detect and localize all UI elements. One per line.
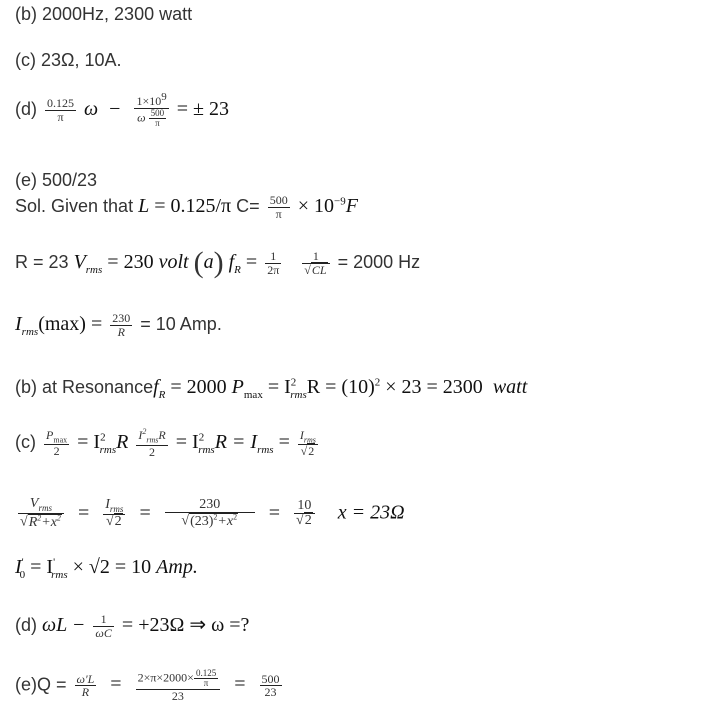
resistance-line: R = 23 $V_{rms} = 230$ volt (a) $f_R$ = $\frac{1}{2\pi}$ $\frac{1}{√CL}$ = 2000 Hz	[15, 246, 421, 279]
part-c-line	[15, 428, 321, 458]
part-a-label: a	[203, 250, 214, 273]
resonance-power-line	[15, 376, 527, 401]
peak-current-line	[15, 556, 198, 581]
q-result-frac: $\frac{500}{23}$	[261, 671, 280, 700]
10-over-root2: $\frac{10}{√2}$	[294, 499, 315, 529]
option-d-rhs: = ± 23	[176, 97, 230, 120]
inductance-value: L = 0.125/π	[138, 194, 232, 217]
half-pi-frac: $\frac{1}{2\pi}$	[267, 248, 280, 277]
option-d-frac1-den: π	[57, 109, 64, 124]
reactance-result: x = 23Ω	[337, 501, 405, 524]
irms-result: = 10 Amp.	[140, 313, 222, 334]
irms-chain: = $I^2_{rms}R = I_{rms}$ =	[175, 430, 290, 456]
solution-given	[15, 194, 358, 220]
part-d-result: = +23Ω ⇒ ω =?	[121, 614, 250, 636]
option-d-frac1	[45, 97, 76, 123]
quality-factor-line: (e)Q = $\frac{\omega'L}{R}$ = 2×π×2000× $\frac{0.125}{\pi}$ 23 = $\frac{500}{23}$	[15, 668, 280, 703]
resistance-value: R = 23	[15, 251, 69, 272]
option-d-frac2-den: ω $\frac{500}{\pi}$	[137, 107, 165, 129]
option-e: (e) 500/23	[15, 170, 98, 190]
resonance-label: (b) at Resonance	[15, 377, 154, 397]
vrms-expression: $V_{rms} = 230$ volt	[73, 250, 189, 276]
vrms-over-z: $\frac{V_{rms}}{√R^2+x^2}$	[18, 497, 64, 531]
230-over-z: $\frac{230}{√(23)^2+x^2}$	[165, 498, 255, 530]
capacitance-exp: × $10^{-9}F$	[297, 194, 358, 217]
capacitance-frac: $\frac{500}{\pi}$	[269, 193, 288, 221]
part-c-label: (c)	[15, 431, 36, 452]
option-d-frac2-num: $1\times 10^9$	[136, 91, 167, 108]
pmax-half-frac: $\frac{P_{max}}{2}$	[46, 427, 68, 459]
option-d: (d) $\frac{0.125}{\pi}$ ω − $1\times 10^9$ ω $\frac{500}{\pi}$ = ± 23	[15, 91, 230, 129]
option-d-frac1-num: 0.125	[47, 96, 75, 111]
omega-l: ωL −	[42, 614, 86, 636]
impedance-line: $\frac{V_{rms}}{√R^2+x^2}$ = $\frac{I_{rms}}{√2}$ = $\frac{230}{√(23)^2+x^2}$ = $\frac{10}{√2}$ x = 23Ω	[20, 496, 405, 530]
irms-sq-r-half: $\frac{I^2_{rms}R}{2}$	[138, 427, 166, 459]
irms-frac: $\frac{230}{R}$	[112, 311, 131, 339]
irms-line	[15, 312, 222, 338]
omega-symbol: ω	[84, 97, 99, 120]
capacitance-label: C=	[236, 195, 260, 216]
option-d-label: (d)	[15, 98, 37, 119]
sqrt-cl-frac: $\frac{1}{√CL}$	[302, 250, 329, 276]
option-d-frac2	[134, 92, 168, 128]
part-d-label: (d)	[15, 615, 37, 635]
solution-label: Sol. Given that	[15, 195, 134, 216]
option-c: (c) 23Ω, 10A.	[15, 50, 122, 70]
option-b: (b) 2000Hz, 2300 watt	[15, 4, 193, 24]
irms-max: $I_{rms}(\max)$ =	[15, 312, 103, 338]
q-numeric-frac: 2×π×2000× $\frac{0.125}{\pi}$ 23	[136, 669, 221, 702]
q-label: (e)Q =	[15, 674, 67, 695]
peak-current-expression: $I'_0 = I'_{rms} \times √2 = 10$ Amp.	[15, 556, 198, 581]
one-over-wc: $\frac{1}{\omega C}$	[95, 612, 112, 640]
resonance-frequency: $f_R$ =	[228, 250, 258, 276]
frequency-result: = 2000 Hz	[337, 251, 421, 272]
irms-sq-r: = $I^2_{rms}R$	[77, 430, 129, 456]
part-d-line	[15, 612, 249, 639]
irms-over-sqrt2: $\frac{I_{rms}}{√2}$	[299, 427, 316, 459]
wl-over-r: $\frac{\omega'L}{R}$	[76, 671, 95, 700]
resonance-power-expression: $f_R = 2000$ $P_{max} = I^2_{rms}R = (10)^2 \times 23 = 2300$ watt	[153, 376, 528, 401]
irms-over-root2: $\frac{I_{rms}}{√2}$	[105, 496, 124, 530]
